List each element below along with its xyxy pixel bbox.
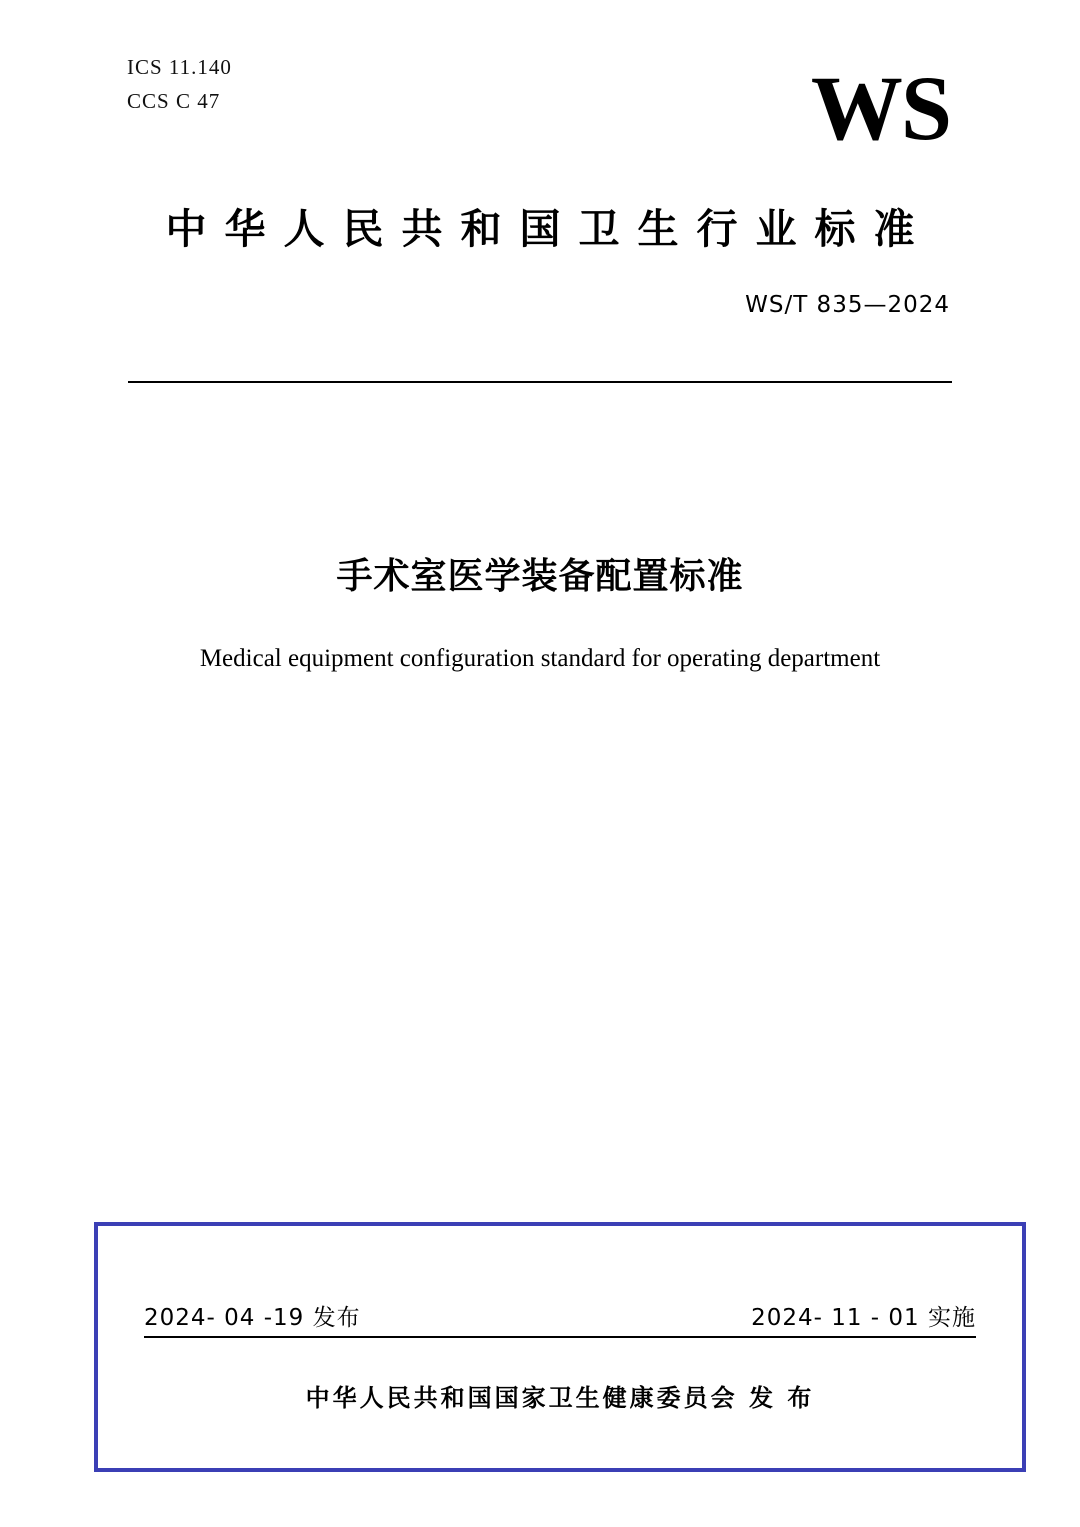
page-title: 中华人民共和国卫生行业标准 [165,205,933,253]
standard-number: WS/T 835—2024 [745,292,950,318]
publication-info-frame [94,1222,1026,1472]
implementation-date: 2024- 11 - 01 实施 [751,1305,976,1331]
document-title-chinese: 手术室医学装备配置标准 [336,556,744,597]
classification-codes [127,50,232,118]
ccs-code: CCS C 47 [127,89,221,113]
ws-logo-mark: WS [810,57,950,159]
issue-date: 2024- 04 -19 发布 [144,1305,361,1331]
document-title-english: Medical equipment configuration standard for operating department [199,645,881,672]
horizontal-divider [128,381,952,383]
publisher-name: 中华人民共和国国家卫生健康委员会 发 布 [305,1384,815,1412]
ics-code: ICS 11.140 [127,55,232,79]
date-row [144,1292,976,1338]
